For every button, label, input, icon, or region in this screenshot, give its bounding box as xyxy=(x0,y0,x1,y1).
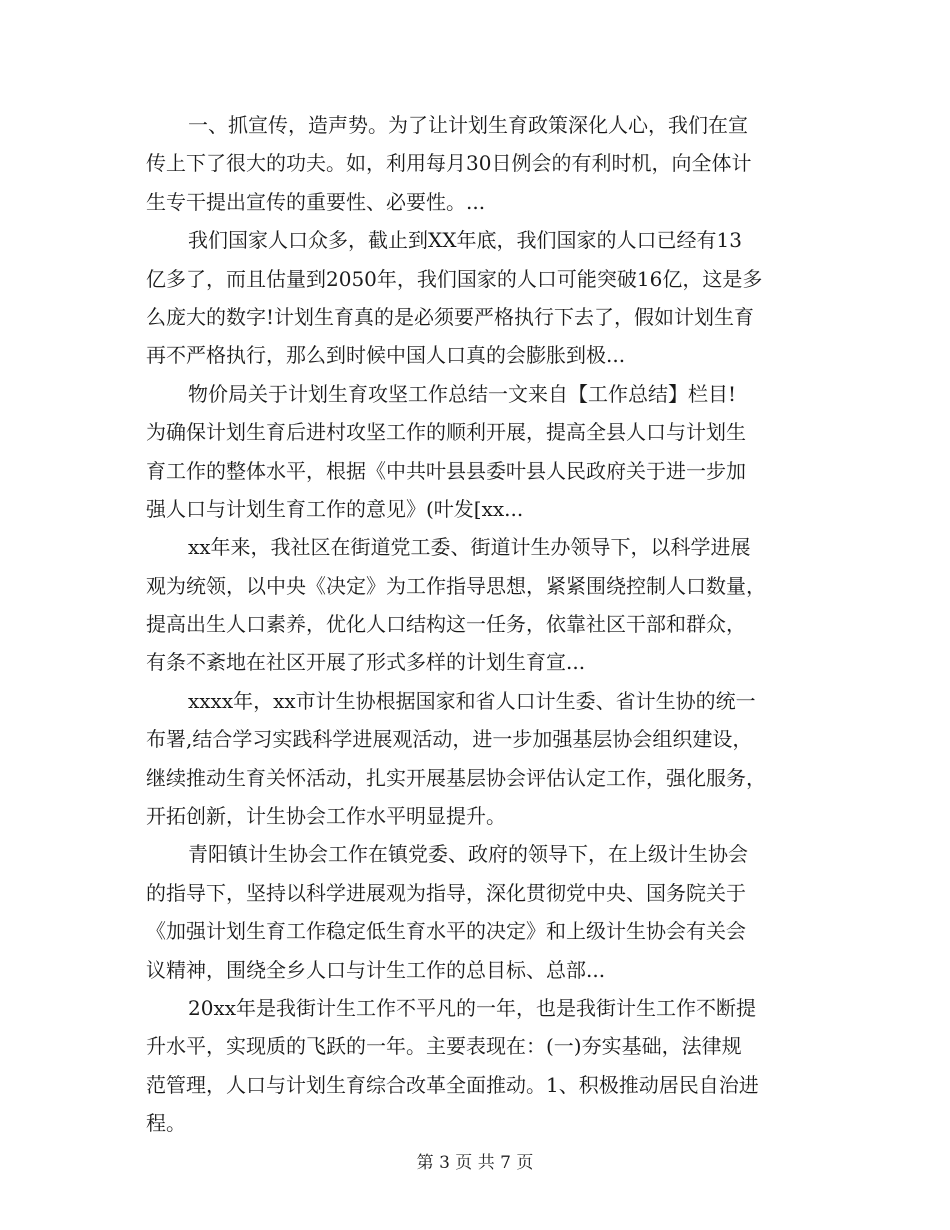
text-line: xxxx年，xx市计生协根据国家和省人口计生委、省计生协的统一 xyxy=(188,688,756,713)
text-line: 么庞大的数字!计划生育真的是必须要严格执行下去了，假如计划生育 xyxy=(146,304,755,329)
text-line: 一、抓宣传，造声势。为了让计划生育政策深化人心，我们在宣 xyxy=(188,113,748,137)
text-line: 青阳镇计生协会工作在镇党委、政府的领导下，在上级计生协会 xyxy=(188,842,748,867)
text-line: 开拓创新，计生协会工作水平明显提升。 xyxy=(146,804,506,829)
paragraph-4 xyxy=(146,528,816,682)
text-line: 再不严格执行，那么到时候中国人口真的会膨胀到极... xyxy=(146,343,626,368)
text-line: 范管理，人口与计划生育综合改革全面推动。1、积极推动居民自治进 xyxy=(146,1072,759,1097)
paragraph-5 xyxy=(146,682,816,836)
text-line: 《加强计划生育工作稳定低生育水平的决定》和上级计生协会有关会 xyxy=(146,919,746,944)
text-line: 为确保计划生育后进村攻坚工作的顺利开展，提高全县人口与计划生 xyxy=(146,420,746,445)
paragraph-2 xyxy=(146,221,816,375)
text-line: 生专干提出宣传的重要性、必要性。... xyxy=(146,189,486,214)
text-line: 议精神，围绕全乡人口与计生工作的总目标、总部... xyxy=(146,957,606,982)
text-line: 有条不紊地在社区开展了形式多样的计划生育宣... xyxy=(146,650,586,675)
text-line: 传上下了很大的功夫。如，利用每月30日例会的有利时机，向全体计 xyxy=(146,151,752,176)
text-line: 布署,结合学习实践科学进展观活动，进一步加强基层协会组织建设， xyxy=(146,727,753,752)
text-line: 物价局关于计划生育攻坚工作总结一文来自【工作总结】栏目! xyxy=(188,381,737,406)
text-line: 强人口与计划生育工作的意见》(叶发[xx... xyxy=(146,496,524,521)
text-line: xx年来，我社区在街道党工委、街道计生办领导下，以科学进展 xyxy=(188,535,751,560)
text-line: 我们国家人口众多，截止到XX年底，我们国家的人口已经有13 xyxy=(188,228,742,253)
text-line: 20xx年是我街计生工作不平凡的一年，也是我街计生工作不断提 xyxy=(188,995,757,1020)
text-line: 亿多了，而且估量到2050年，我们国家的人口可能突破16亿，这是多 xyxy=(146,266,763,291)
paragraph-6 xyxy=(146,835,816,989)
text-line: 升水平，实现质的飞跃的一年。主要表现在：(一)夯实基础，法律规 xyxy=(146,1034,742,1059)
text-line: 继续推动生育关怀活动，扎实开展基层协会评估认定工作，强化服务， xyxy=(146,765,766,790)
text-line: 程。 xyxy=(146,1111,186,1136)
text-line: 提高出生人口素养，优化人口结构这一任务，依靠社区干部和群众， xyxy=(146,612,746,637)
document-body xyxy=(146,106,816,1143)
paragraph-1 xyxy=(146,106,816,221)
text-line: 观为统领，以中央《决定》为工作指导思想，紧紧围绕控制人口数量， xyxy=(146,573,766,598)
page-number-footer: 第 3 页 共 7 页 xyxy=(416,1153,534,1173)
text-line: 的指导下，坚持以科学进展观为指导，深化贯彻党中央、国务院关于 xyxy=(146,880,746,905)
paragraph-7 xyxy=(146,989,816,1143)
text-line: 育工作的整体水平，根据《中共叶县县委叶县人民政府关于进一步加 xyxy=(146,458,746,483)
paragraph-3 xyxy=(146,375,816,529)
